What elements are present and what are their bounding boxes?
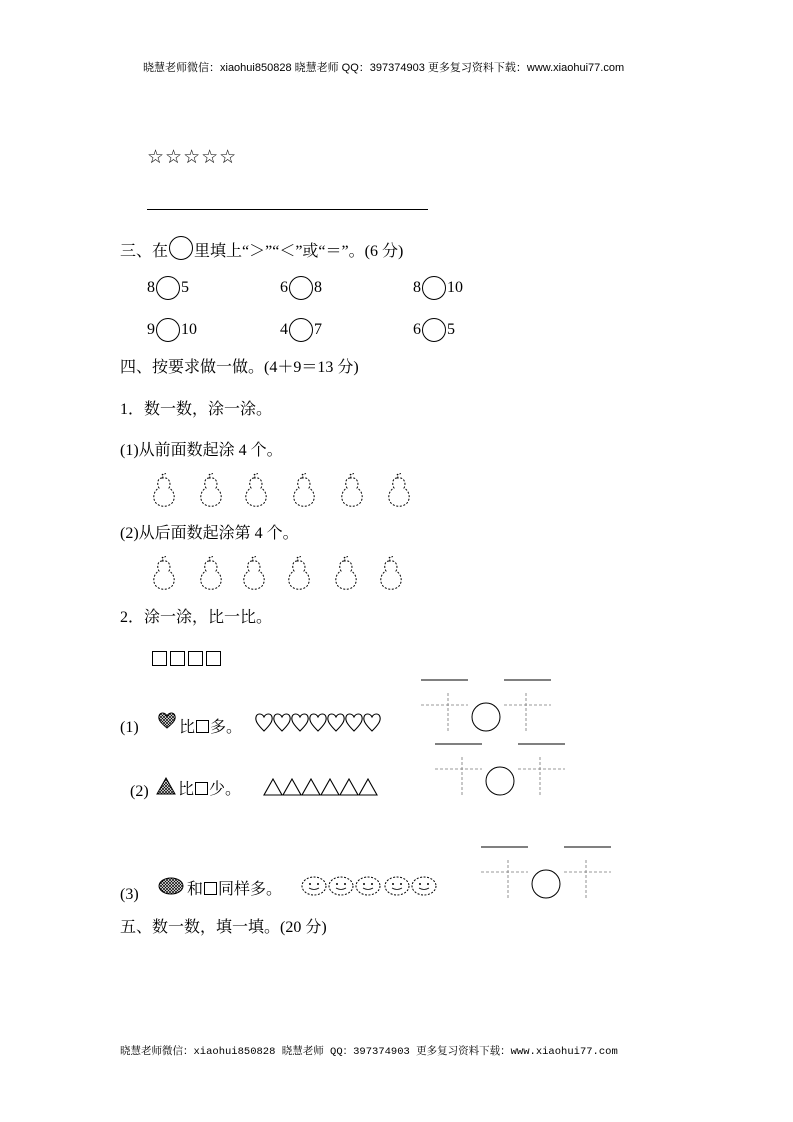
compare-circle[interactable]: [156, 276, 180, 300]
compare-right: 5: [181, 279, 189, 296]
q2-row-2-end: 少。: [209, 781, 242, 798]
heart-icon: [274, 714, 290, 731]
q2-row-1-end: 多。: [210, 719, 243, 736]
hatched-heart-icon: [158, 711, 178, 731]
triangle-icon: [359, 779, 377, 795]
section3-title: [120, 236, 403, 262]
answer-line: [147, 209, 428, 210]
square-icon: [195, 782, 208, 795]
circle-icon: [169, 236, 193, 260]
star-rating: ☆☆☆☆☆: [147, 147, 238, 168]
page-header: 晓慧老师微信：xiaohui850828 晓慧老师 QQ：397374903 更多复习资料下载：www.xiaohui77.com: [143, 62, 625, 74]
face-icon: [329, 877, 353, 895]
answer-circle: [486, 767, 514, 795]
q2-row-1-num: (1): [120, 719, 139, 736]
q1-title: 1．数一数，涂一涂。: [120, 401, 273, 418]
pear-icon[interactable]: [244, 556, 264, 589]
compare-item[interactable]: [280, 276, 322, 300]
pear-row-1: [145, 470, 425, 510]
q2-row-1-mid: 比: [179, 719, 196, 736]
compare-right: 8: [314, 279, 322, 296]
compare-item[interactable]: [280, 318, 322, 342]
q1-sub1: (1)从前面数起涂 4 个。: [120, 442, 283, 459]
section4-title: 四、按要求做一做。(4＋9＝13 分): [120, 359, 359, 376]
heart-icon: [328, 714, 344, 731]
answer-circle: [472, 703, 500, 731]
answer-block-3[interactable]: [478, 846, 618, 906]
square-group: [152, 651, 224, 666]
answer-block-2[interactable]: [432, 743, 572, 803]
compare-right: 10: [447, 279, 463, 296]
compare-item[interactable]: [413, 276, 463, 300]
hatched-face-icon: [158, 877, 186, 897]
q2-row-3-mid: 和: [187, 881, 204, 898]
triangle-icon: [283, 779, 301, 795]
answer-block-1[interactable]: [418, 679, 558, 739]
square-icon[interactable]: [206, 651, 221, 666]
triangle-icon: [264, 779, 282, 795]
compare-left: 8: [147, 279, 155, 296]
compare-item[interactable]: [413, 318, 455, 342]
heart-row: [255, 712, 385, 734]
compare-right: 5: [447, 321, 455, 338]
pear-icon[interactable]: [246, 473, 266, 506]
pear-icon[interactable]: [201, 556, 221, 589]
pear-icon[interactable]: [154, 556, 174, 589]
pear-icon[interactable]: [289, 556, 309, 589]
face-icon: [302, 877, 326, 895]
compare-left: 6: [280, 279, 288, 296]
square-icon[interactable]: [170, 651, 185, 666]
pear-icon[interactable]: [389, 473, 409, 506]
square-icon[interactable]: [152, 651, 167, 666]
q2-row-3-end: 同样多。: [218, 881, 283, 898]
section3-title-prefix: 三、在: [120, 243, 169, 260]
square-icon: [196, 720, 209, 733]
compare-left: 9: [147, 321, 155, 338]
face-icon: [385, 877, 409, 895]
q2-row-3-text: [187, 880, 282, 900]
heart-icon: [292, 714, 308, 731]
compare-circle[interactable]: [156, 318, 180, 342]
q2-title: 2．涂一涂，比一比。: [120, 609, 273, 626]
compare-circle[interactable]: [422, 318, 446, 342]
heart-icon: [310, 714, 326, 731]
q2-row-2-mid: 比: [178, 781, 195, 798]
pear-icon[interactable]: [294, 473, 314, 506]
triangle-icon: [321, 779, 339, 795]
compare-left: 4: [280, 321, 288, 338]
face-icon: [356, 877, 380, 895]
compare-right: 7: [314, 321, 322, 338]
pear-icon[interactable]: [342, 473, 362, 506]
q2-row-1-text: [179, 718, 242, 738]
triangle-icon: [302, 779, 320, 795]
triangle-icon: [340, 779, 358, 795]
pear-icon[interactable]: [154, 473, 174, 506]
compare-item[interactable]: [147, 276, 189, 300]
q2-row-2-num: (2): [130, 783, 149, 800]
q1-sub2: (2)从后面数起涂第 4 个。: [120, 525, 299, 542]
section5-title: 五、数一数，填一填。(20 分): [120, 919, 327, 936]
q2-row-2-text: [178, 780, 241, 800]
compare-right: 10: [181, 321, 197, 338]
compare-item[interactable]: [147, 318, 197, 342]
pear-row-2: [145, 553, 425, 593]
pear-icon[interactable]: [381, 556, 401, 589]
square-icon[interactable]: [188, 651, 203, 666]
face-icon: [412, 877, 436, 895]
heart-icon: [364, 714, 380, 731]
page-footer: 晓慧老师微信：xiaohui850828 晓慧老师 QQ：397374903 更多复习资料下载：www.xiaohui77.com: [120, 1046, 618, 1058]
answer-circle: [532, 870, 560, 898]
section3-title-suffix: 里填上“＞”“＜”或“＝”。(6 分): [194, 243, 404, 260]
q2-row-3-num: (3): [120, 886, 139, 903]
triangle-row: [263, 778, 379, 798]
heart-icon: [346, 714, 362, 731]
compare-circle[interactable]: [289, 276, 313, 300]
compare-circle[interactable]: [422, 276, 446, 300]
heart-icon: [256, 714, 272, 731]
square-icon: [204, 882, 217, 895]
pear-icon[interactable]: [201, 473, 221, 506]
compare-left: 8: [413, 279, 421, 296]
pear-icon[interactable]: [336, 556, 356, 589]
hatched-triangle-icon: [157, 777, 177, 795]
compare-circle[interactable]: [289, 318, 313, 342]
face-row: [302, 876, 442, 898]
compare-left: 6: [413, 321, 421, 338]
